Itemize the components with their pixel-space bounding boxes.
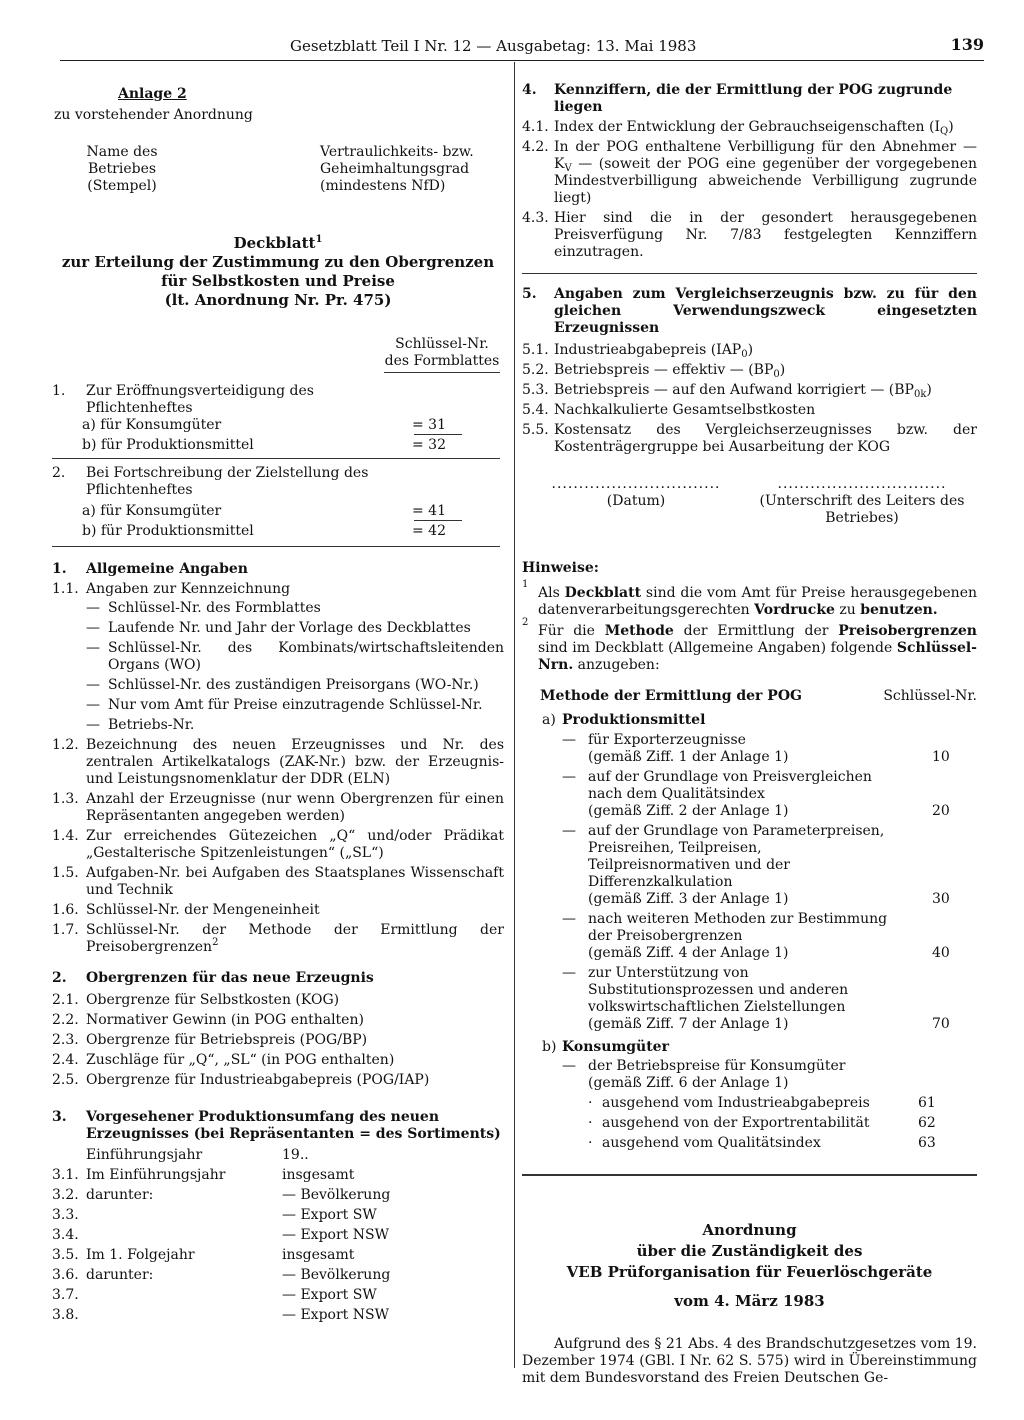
key-header-2: des Formblattes [384,353,500,369]
deckblatt-title: Deckblatt [233,234,316,252]
row-num: 3.1. [52,1167,79,1183]
row-num [52,1147,86,1164]
section-1: 1. Allgemeine Angaben 1.1. Angaben zur Kennzeichnung — Schlüssel-Nr. des Formblattes — Laufende Nr. und Jahr der Vorlage des Deckblattes — Schlüssel-Nr. des Kombinats/wirtschaftsleitenden Organs (WO) — Schlüssel-Nr. des zuständigen Preisorgans (WO-Nr.) — Nur vom Amt für Preise einzutragende Schlüssel-Nr. — Betriebs-Nr. 1.2. Bezeichnung des neuen Erzeugnisses und Nr. des zentralen Artikelkatalogs (ZAK-Nr.) bzw. der Erzeugnis- und Leistungsnomenklatur der DDR (ELN) 1.3. Anzahl der Erzeugnisse (nur wenn Obergrenzen für einen Repräsentanten angegeben werden) 1.4. Zur erreichendes Gütezeichen „Q“ und/oder Prädikat „Gestalterische Spitzenleistungen“ („SL“) 1.5. Aufgaben-Nr. bei Aufgaben des Staatsplanes Wissenschaft und Technik 1.6. Schlüssel-Nr. der Mengeneinheit 1.7. Schlüssel-Nr. der Methode der Ermittlung der Preisobergrenzen$^2$ [52,561,504,955]
row-num: 3.5. [52,1247,79,1263]
methods-b-intro: (gemäß Ziff. 6 der Anlage 1) [588,1075,789,1091]
confidential-label-3: (mindestens NfD) [320,178,446,194]
page-header [60,34,984,61]
text: der Ermittlung der [673,623,839,639]
method-code: 61 [918,1095,936,1111]
anlage-subtitle: zu vorstehender Anordnung [54,107,253,123]
item-text: — (soweit der POG eine gegenüber der vorgegebenen Mindestverbilligung abweichende Verbilligung zugrunde liegt) [554,156,977,206]
section-num: 5. [522,286,537,302]
section-title: Angaben zum Vergleichserzeugnis bzw. zu für den gleichen Verwendungszweck eingesetzten Erzeugnissen [554,286,977,336]
section-num: 1. [52,561,67,577]
item-text: Betriebspreis — effektiv — (BP [554,362,774,378]
hinweise-title: Hinweise: [522,560,599,576]
row-num: 3.7. [52,1287,79,1303]
item-text: In der POG enthaltene Verbilligung für den Abnehmer — K [554,139,977,172]
row-value: 19.. [282,1147,309,1163]
method-item: · ausgehend vom Qualitätsindex 63 [588,1135,936,1151]
methods-header-right: Schlüssel-Nr. [883,688,977,704]
item-text: Index der Entwicklung der Gebrauchseigenschaften (I [554,119,940,135]
row-label [86,1307,282,1324]
row-value: insgesamt [282,1247,355,1263]
item-text: Normativer Gewinn (in POG enthalten) [86,1012,364,1028]
row-value: — Export SW [282,1287,377,1303]
subscript: 0 [741,349,748,360]
row-num: 3.4. [52,1227,79,1243]
method-item: · ausgehend vom Industrieabgabepreis 61 [588,1095,936,1111]
item-num: 4.1. [522,119,549,135]
item-num: 5.3. [522,382,549,398]
bold-text: Schlüssel-Nrn. [538,640,977,673]
method-item: — auf der Grundlage von Parameterpreisen, Preisreihen, Teilpreisen, Teilpreisnormativen und der Differenzkalkulation (gemäß Ziff. 3 der Anlage 1) 30 [562,823,950,907]
anordnung-heading [522,1220,977,1312]
row-num: 3.8. [52,1307,79,1323]
form-meta [52,144,504,214]
item-num: 2.1. [52,992,79,1008]
row-value: — Export NSW [282,1227,389,1243]
key-item-num: 1. [52,383,66,399]
method-text: auf der Grundlage von Preisvergleichen [588,769,872,785]
item-text: Angaben zur Kennzeichnung [86,581,291,597]
item-num: 5.2. [522,362,549,378]
dash-item: Schlüssel-Nr. des Formblattes [108,600,321,616]
method-code: 40 [932,945,950,961]
method-text: zur Unterstützung von Substitutionsprozessen und anderen volkswirtschaftlichen Zielstellungen [588,965,849,1015]
row-label: Im Einführungsjahr [86,1167,226,1183]
row-num: 3.3. [52,1207,79,1223]
section-num: 3. [52,1109,67,1125]
header-title: Gesetzblatt Teil I Nr. 12 — Ausgabetag: 13. Mai 1983 [290,37,697,55]
item-text: Schlüssel-Nr. der Methode der Ermittlung der Preisobergrenzen [86,922,504,955]
item-text: Aufgaben-Nr. bei Aufgaben des Staatsplanes Wissenschaft und Technik [86,865,504,898]
method-text: ausgehend vom Qualitätsindex [602,1135,821,1151]
production-row [52,1307,504,1324]
item-text: Bezeichnung des neuen Erzeugnisses und Nr. des zentralen Artikelkatalogs (ZAK-Nr.) bzw. der Erzeugnis- und Leistungsnomenklatur der DDR (ELN) [86,737,504,787]
method-text: Preisreihen, Teilpreisen, Teilpreisnormativen und der Differenzkalkulation [588,840,791,890]
dash-item: Schlüssel-Nr. des Kombinats/wirtschaftsleitenden Organs (WO) [108,640,504,673]
row-value: insgesamt [282,1167,355,1183]
text: zu [834,602,861,618]
method-text: auf der Grundlage von Parameterpreisen, [588,823,885,839]
method-item: — zur Unterstützung von Substitutionsprozessen und anderen volkswirtschaftlichen Zielstellungen (gemäß Ziff. 7 der Anlage 1) 70 [562,965,950,1032]
section-title: Vorgesehener Produktionsumfang des neuen Erzeugnisses (bei Repräsentanten = des Sortiments) [86,1109,501,1142]
item-text: Zur erreichendes Gütezeichen „Q“ und/oder Prädikat „Gestalterische Spitzenleistungen“ („SL“) [86,828,504,861]
anordnung-line: VEB Prüforganisation für Feuerlöschgeräte [566,1263,933,1281]
section-title: Obergrenzen für das neue Erzeugnis [86,970,374,986]
item-text: Obergrenze für Betriebspreis (POG/BP) [86,1032,368,1048]
production-row [52,1227,504,1244]
row-value: — Bevölkerung [282,1187,391,1203]
deckblatt-line-2: für Selbstkosten und Preise [161,272,395,290]
key-item-1 [52,383,504,454]
subscript: Q [939,126,949,137]
item-num: 1.5. [52,865,79,881]
item-text: Zuschläge für „Q“, „SL“ (in POG enthalten) [86,1052,395,1068]
production-row [52,1287,504,1304]
anordnung-body: Aufgrund des § 21 Abs. 4 des Brandschutzgesetzes vom 19. Dezember 1974 (GBl. I Nr. 62 S. 575) wird in Übereinstimmung mit dem Bundesvorstand des Freien Deutschen Ge- [522,1336,977,1386]
row-label [86,1207,282,1224]
bold-text: Deckblatt [564,585,642,601]
text: anzugeben: [573,657,660,673]
row-value: — Bevölkerung [282,1267,391,1283]
key-header-1: Schlüssel-Nr. [395,336,489,352]
method-text: (gemäß Ziff. 7 der Anlage 1) [588,1016,789,1032]
confidential-label-2: Geheimhaltungsgrad [320,161,470,177]
bold-text: Vordrucke [754,602,835,618]
section-title: Allgemeine Angaben [86,561,248,577]
deckblatt-line-3: (lt. Anordnung Nr. Pr. 475) [164,291,392,309]
method-code: 63 [918,1135,936,1151]
item-text: Betriebspreis — auf den Aufwand korrigiert — (BP [554,382,914,398]
production-row [52,1147,504,1164]
paren: ) [779,362,786,378]
item-text: Hier sind die in der gesondert herausgegebenen Preisverfügung Nr. 7/83 festgelegten Kennziffern einzutragen. [554,210,977,260]
key-sub-text: b) für Produktionsmittel [82,523,254,539]
row-label: darunter: [86,1187,154,1203]
key-sub-text: a) für Konsumgüter [82,503,222,519]
key-item-2 [52,465,504,540]
item-num: 2.5. [52,1072,79,1088]
anlage-title: Anlage 2 [118,86,187,102]
item-num: 2.4. [52,1052,79,1068]
sign-dots: ............................... [777,476,947,492]
method-text: ausgehend von der Exportrentabilität [602,1115,870,1131]
anordnung-date: vom 4. März 1983 [674,1292,825,1310]
footnote-mark: 1 [522,579,529,590]
method-code: 62 [918,1115,936,1131]
dash-item: Betriebs-Nr. [108,717,195,733]
key-sub-text: a) für Konsumgüter [82,417,222,433]
key-item-text: Bei Fortschreibung der Zielstellung des Pflichtenheftes [86,465,369,498]
key-item-text: Zur Eröffnungsverteidigung des Pflichtenheftes [86,383,314,416]
item-num: 1.6. [52,902,79,918]
item-num: 2.3. [52,1032,79,1048]
methods-a-list [522,732,977,1033]
item-text: Obergrenze für Selbstkosten (KOG) [86,992,340,1008]
row-num: 3.6. [52,1267,79,1283]
bold-text: Preisobergrenzen [838,623,977,639]
left-column [52,86,504,1324]
key-sub-code: = 42 [412,523,446,539]
deckblatt-heading [52,234,504,310]
methods-header [540,688,977,706]
signature-block [522,476,977,536]
key-sub-code: = 31 [412,417,446,433]
item-num: 5.1. [522,342,549,358]
subscript: 0 [773,369,780,380]
method-item: · ausgehend von der Exportrentabilität 62 [588,1115,936,1131]
method-item: — nach weiteren Methoden zur Bestimmung der Preisobergrenzen (gemäß Ziff. 4 der Anlage 1) 40 [562,911,950,961]
method-text: nach weiteren Methoden zur Bestimmung der Preisobergrenzen [588,911,888,944]
item-num: 1.3. [52,791,79,807]
paren: ) [948,119,954,135]
dash-item: Schlüssel-Nr. des zuständigen Preisorgans (WO-Nr.) [108,677,479,693]
section-num: 4. [522,82,537,98]
method-item: — auf der Grundlage von Preisvergleichen nach dem Qualitätsindex (gemäß Ziff. 2 der Anlage 1) 20 [562,769,950,819]
methods-b-list [522,1095,977,1152]
list-label: b) [542,1039,557,1055]
key-header [384,336,500,370]
method-text: (gemäß Ziff. 1 der Anlage 1) [588,749,789,765]
item-num: 1.1. [52,581,79,597]
row-label [86,1227,282,1244]
footnote-mark: 2 [522,617,529,628]
item-num: 4.2. [522,139,549,155]
method-code: 70 [932,1016,950,1032]
right-column: 4. Kennziffern, die der Ermittlung der POG zugrunde liegen 4.1. Index der Entwicklung der Gebrauchseigenschaften $(I_Q)$ 4.2. In der POG enthaltene Verbilligung für den Abnehmer — $K_V$ — (soweit der POG eine gegenüber der vorgegebenen Mindestverbilligung abweichende Verbilligung zugrunde liegt) 4.3. Hier sind die in der gesondert herausgegebenen Preisverfügung Nr. 7/83 festgelegten Kennziffern einzutragen. 5. Angaben zum Vergleichserzeugnis bzw. zu für den gleichen Verwendungszweck eingesetzten Erzeugnissen 5.1. Industrieabgabepreis $(IAP_0)$ 5.2. Betriebspreis — effektiv — $(BP_0)$ 5.3. Betriebspreis — auf den Aufwand korrigiert — $(BP_{0k})$ 5.4. Nachkalkulierte Gesamtselbstkosten 5.5. Kostensatz des Vergleichserzeugnisses bzw. der Kostenträgergruppe bei Ausarbeitung der KOG ............................... (Datum) ............................... (Unterschrift des Leiters des Betriebes) Hinweise: 1 Als Deckblatt sind die vom Amt für Preise herausgegebenen datenverarbeitungsgerechten Vordrucke zu benutzen. 2 Für die Methode der Ermittlung der Preisobergrenzen sind im Deckblatt (Allgemeine Angaben) folgende Schlüssel-Nrn. anzugeben: Methode der Ermittlung der POG Schlüssel-Nr. a) Produktionsmittel — für Exporterzeugnisse (gemäß Ziff. 1 der Anlage 1) 10 — auf der Grundlage von Preisvergleichen nach dem Qualitätsindex (gemäß Ziff. 2 der Anlage 1) 20 — auf der Grundlage von Parameterpreisen, Preisreihen, Teilpreisen, Teilpreisnormativen und der Differenzkalkulation (gemäß Ziff. 3 der Anlage 1) 30 — nach weiteren Methoden zur Bestimmung der Preisobergrenzen (gemäß Ziff. 4 der Anlage 1) 40 — zur Unterstützung von Substitutionsprozessen und anderen volkswirtschaftlichen Zielstellungen (gemäß Ziff. 7 der Anlage 1) 70 b) Konsumgüter — der Betriebspreise für Konsumgüter (gemäß Ziff. 6 der Anlage 1) · ausgehend vom Industrieabgabepreis 61 · ausgehend von der Exportrentabilität 62 · ausgehend vom Qualitätsindex 63 Anordnung über die Zuständigkeit des VEB Prüforganisation für Feuerlöschgeräte vom 4. März 1983 Aufgrund des § 21 Abs. 4 des Brandschutzgesetzes vom 19. Dezember 1974 (GBl. I Nr. 62 S. 575) wird in Übereinstimmung mit dem Bundesvorstand des Freien Deutschen Ge- [522,82,977,1386]
method-text: nach dem Qualitätsindex [588,786,765,802]
text: Für die [538,623,605,639]
text: Als [538,585,565,601]
sign-label-1: (Unterschrift des Leiters des [759,493,965,509]
method-text: für Exporterzeugnisse [588,732,746,748]
deckblatt-note: 1 [315,234,323,245]
row-label: darunter: [86,1267,154,1283]
row-label: Im 1. Folgejahr [86,1247,195,1263]
paren: ) [747,342,754,358]
key-sub-code: = 41 [412,503,446,519]
hinweis-1 [522,579,977,619]
method-text: (gemäß Ziff. 4 der Anlage 1) [588,945,789,961]
item-text: Anzahl der Erzeugnisse (nur wenn Obergrenzen für einen Repräsentanten angegeben werden) [86,791,504,824]
production-row [52,1247,504,1264]
item-num: 1.7. [52,922,79,938]
production-row [52,1167,504,1184]
confidential-label-1: Vertraulichkeits- bzw. [320,144,474,160]
paren: ) [926,382,932,398]
date-dots: ............................... [551,476,721,492]
key-sub-text: b) für Produktionsmittel [82,437,254,453]
text: sind die vom Amt für Preise herausgegebenen datenverarbeitungsgerechten [538,585,977,618]
section-3 [52,1109,504,1324]
method-text: ausgehend vom Industrieabgabepreis [602,1095,870,1111]
footnote-mark: 2 [212,937,219,948]
row-value: — Export SW [282,1207,377,1223]
item-text: Industrieabgabepreis (IAP [554,342,742,358]
key-item-num: 2. [52,465,66,481]
name-label-1: Name des Betriebes [86,144,158,177]
section-num: 2. [52,970,67,986]
item-num: 2.2. [52,1012,79,1028]
production-row [52,1267,504,1284]
key-sub-code: = 32 [412,437,446,453]
item-num: 1.4. [52,828,79,844]
row-value: — Export NSW [282,1307,389,1323]
item-text: Obergrenze für Industrieabgabepreis (POG/IAP) [86,1072,430,1088]
date-label: (Datum) [606,493,666,509]
methods-group-title: Produktionsmittel [562,712,706,728]
hinweis-2 [522,617,977,674]
method-code: 30 [932,891,950,907]
row-num: 3.2. [52,1187,79,1203]
methods-group-title: Konsumgüter [562,1039,669,1055]
item-num: 5.5. [522,422,549,438]
method-text: (gemäß Ziff. 3 der Anlage 1) [588,891,789,907]
method-item: — für Exporterzeugnisse (gemäß Ziff. 1 der Anlage 1) 10 [562,732,950,765]
method-text: (gemäß Ziff. 2 der Anlage 1) [588,803,789,819]
page-number: 139 [950,35,984,54]
subscript: 0k [913,389,927,400]
column-divider [514,62,515,1368]
item-text: Schlüssel-Nr. der Mengeneinheit [86,902,320,918]
anordnung-line: über die Zuständigkeit des [636,1242,863,1260]
item-num: 1.2. [52,737,79,753]
bold-text: benutzen. [860,602,938,618]
anordnung-title: Anordnung [702,1221,797,1239]
method-code: 10 [932,749,950,765]
section-title: Kennziffern, die der Ermittlung der POG zugrunde liegen [554,82,953,115]
production-row [52,1187,504,1204]
row-label: Einführungsjahr [86,1147,203,1163]
item-text: Nachkalkulierte Gesamtselbstkosten [554,402,816,418]
methods-b-intro: der Betriebspreise für Konsumgüter [588,1058,846,1074]
dash-item: Laufende Nr. und Jahr der Vorlage des Deckblattes [108,620,471,636]
bold-text: Methode [604,623,674,639]
sign-label-2: Betriebes) [825,510,899,526]
name-label-2: (Stempel) [87,178,157,194]
dash-item: Nur vom Amt für Preise einzutragende Schlüssel-Nr. [108,697,483,713]
production-row [52,1207,504,1224]
section-2 [52,970,504,1089]
subscript: V [564,163,572,174]
method-code: 20 [932,803,950,819]
deckblatt-line-1: zur Erteilung der Zustimmung zu den Obergrenzen [61,253,495,271]
item-num: 4.3. [522,210,549,226]
methods-header-left: Methode der Ermittlung der POG [540,688,802,704]
item-text: Kostensatz des Vergleichserzeugnisses bzw. der Kostenträgergruppe bei Ausarbeitung der KOG [554,422,977,455]
text: sind im Deckblatt (Allgemeine Angaben) folgende [538,640,897,656]
item-num: 5.4. [522,402,549,418]
row-label [86,1287,282,1304]
list-label: a) [542,712,556,728]
